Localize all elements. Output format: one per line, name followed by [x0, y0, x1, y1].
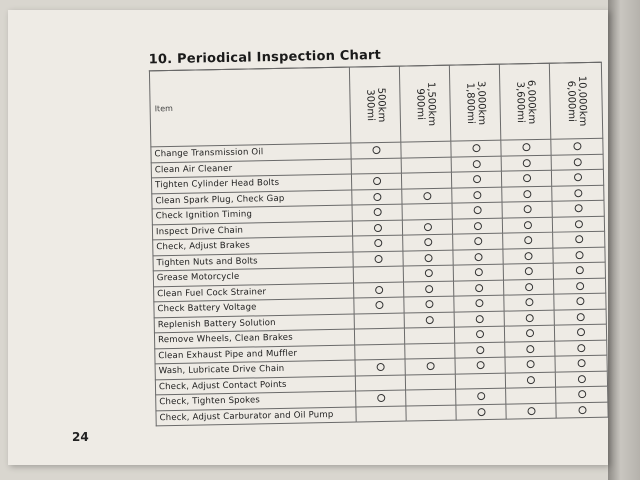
- interval-cell: [552, 216, 604, 232]
- interval-cell: [451, 140, 501, 156]
- interval-cell: [505, 341, 555, 357]
- check-circle-icon: [476, 361, 484, 369]
- check-circle-icon: [524, 236, 532, 244]
- interval-cell: [353, 266, 403, 282]
- inspection-item: Change Transmission Oil: [151, 143, 351, 162]
- interval-cell: [454, 326, 504, 342]
- interval-cell: [556, 386, 608, 402]
- interval-cell: [354, 297, 404, 313]
- interval-cell: [356, 406, 406, 422]
- inspection-item: Wash, Lubricate Drive Chain: [155, 360, 355, 379]
- interval-column-header: [499, 63, 550, 140]
- interval-cell: [352, 189, 402, 205]
- check-circle-icon: [578, 390, 586, 398]
- interval-cell: [355, 344, 405, 360]
- interval-cell: [404, 296, 454, 312]
- interval-km: 1,500km: [424, 81, 437, 126]
- check-circle-icon: [577, 359, 585, 367]
- inspection-item: Tighten Nuts and Bolts: [153, 252, 353, 271]
- interval-cell: [454, 295, 504, 311]
- interval-mi: 300mi: [363, 88, 376, 121]
- interval-cell: [504, 310, 554, 326]
- interval-cell: [403, 265, 453, 281]
- page-number: 24: [72, 430, 89, 444]
- check-circle-icon: [527, 407, 535, 415]
- check-circle-icon: [575, 266, 583, 274]
- inspection-item: Clean Fuel Cock Strainer: [154, 283, 354, 302]
- interval-cell: [556, 402, 608, 418]
- check-circle-icon: [524, 267, 532, 275]
- interval-cell: [404, 281, 454, 297]
- check-circle-icon: [476, 346, 484, 354]
- page-title: 10. Periodical Inspection Chart: [148, 47, 382, 68]
- interval-cell: [402, 203, 452, 219]
- interval-cell: [353, 235, 403, 251]
- interval-cell: [552, 185, 604, 201]
- interval-cell: [355, 359, 405, 375]
- check-circle-icon: [373, 177, 381, 185]
- inspection-item: Clean Spark Plug, Check Gap: [152, 190, 352, 209]
- interval-cell: [554, 324, 606, 340]
- interval-cell: [453, 264, 503, 280]
- check-circle-icon: [375, 286, 383, 294]
- interval-cell: [405, 374, 455, 390]
- interval-cell: [404, 312, 454, 328]
- interval-cell: [451, 156, 501, 172]
- interval-column-header: [399, 65, 450, 142]
- check-circle-icon: [576, 313, 584, 321]
- check-circle-icon: [477, 408, 485, 416]
- interval-km: 3,000km: [474, 80, 487, 125]
- interval-column-header: [549, 62, 602, 139]
- interval-cell: [406, 389, 456, 405]
- check-circle-icon: [424, 238, 432, 246]
- check-circle-icon: [526, 360, 534, 368]
- check-circle-icon: [372, 146, 380, 154]
- interval-cell: [353, 251, 403, 267]
- check-circle-icon: [522, 143, 530, 151]
- interval-cell: [502, 217, 552, 233]
- inspection-item: Grease Motorcycle: [153, 267, 353, 286]
- check-circle-icon: [375, 301, 383, 309]
- interval-cell: [455, 342, 505, 358]
- interval-km: 10,000km: [575, 75, 588, 126]
- interval-cell: [401, 172, 451, 188]
- check-circle-icon: [574, 189, 582, 197]
- check-circle-icon: [525, 329, 533, 337]
- interval-cell: [551, 138, 603, 154]
- check-circle-icon: [576, 328, 584, 336]
- check-circle-icon: [578, 406, 586, 414]
- check-circle-icon: [577, 344, 585, 352]
- check-circle-icon: [577, 375, 585, 383]
- interval-cell: [351, 158, 401, 174]
- interval-cell: [503, 263, 553, 279]
- inspection-item: Check Battery Voltage: [154, 298, 354, 317]
- interval-cell: [451, 171, 501, 187]
- interval-cell: [452, 202, 502, 218]
- inspection-item: Check, Adjust Carburator and Oil Pump: [156, 407, 356, 426]
- check-circle-icon: [374, 239, 382, 247]
- chart-sheet: [66, 14, 613, 424]
- check-circle-icon: [423, 223, 431, 231]
- check-circle-icon: [474, 237, 482, 245]
- interval-cell: [505, 356, 555, 372]
- interval-cell: [506, 387, 556, 403]
- check-circle-icon: [373, 208, 381, 216]
- interval-cell: [354, 328, 404, 344]
- interval-cell: [505, 372, 555, 388]
- check-circle-icon: [522, 159, 530, 167]
- check-circle-icon: [472, 175, 480, 183]
- interval-cell: [356, 390, 406, 406]
- interval-cell: [455, 357, 505, 373]
- check-circle-icon: [474, 268, 482, 276]
- interval-cell: [405, 343, 455, 359]
- interval-cell: [453, 280, 503, 296]
- interval-cell: [406, 405, 456, 421]
- check-circle-icon: [376, 363, 384, 371]
- interval-cell: [553, 231, 605, 247]
- inspection-item: Check, Tighten Spokes: [156, 391, 356, 410]
- check-circle-icon: [374, 255, 382, 263]
- interval-mi: 6,000mi: [564, 80, 577, 122]
- interval-cell: [351, 142, 401, 158]
- interval-mi: 3,600mi: [513, 81, 526, 123]
- interval-cell: [456, 404, 506, 420]
- check-circle-icon: [474, 253, 482, 261]
- inspection-item: Replenish Battery Solution: [154, 314, 354, 333]
- check-circle-icon: [473, 206, 481, 214]
- check-circle-icon: [523, 205, 531, 213]
- check-circle-icon: [472, 160, 480, 168]
- interval-cell: [553, 262, 605, 278]
- interval-cell: [453, 233, 503, 249]
- inspection-item: Remove Wheels, Clean Brakes: [154, 329, 354, 348]
- interval-cell: [553, 247, 605, 263]
- interval-mi: 900mi: [413, 87, 426, 120]
- interval-cell: [554, 293, 606, 309]
- item-column-header: Item: [149, 67, 350, 147]
- interval-mi: 1,800mi: [463, 82, 476, 124]
- interval-cell: [453, 249, 503, 265]
- check-circle-icon: [573, 173, 581, 181]
- check-circle-icon: [426, 362, 434, 370]
- check-circle-icon: [525, 283, 533, 291]
- interval-cell: [555, 340, 607, 356]
- check-circle-icon: [475, 284, 483, 292]
- check-circle-icon: [523, 221, 531, 229]
- check-circle-icon: [373, 224, 381, 232]
- check-circle-icon: [473, 222, 481, 230]
- check-circle-icon: [574, 204, 582, 212]
- interval-cell: [501, 170, 551, 186]
- interval-cell: [553, 278, 605, 294]
- interval-cell: [504, 325, 554, 341]
- check-circle-icon: [575, 251, 583, 259]
- book-spine: [608, 0, 640, 480]
- interval-km: 500km: [374, 87, 387, 122]
- interval-cell: [354, 313, 404, 329]
- interval-cell: [502, 186, 552, 202]
- check-circle-icon: [522, 174, 530, 182]
- interval-cell: [402, 188, 452, 204]
- interval-cell: [555, 355, 607, 371]
- interval-cell: [403, 234, 453, 250]
- interval-cell: [404, 327, 454, 343]
- inspection-item: Inspect Drive Chain: [152, 221, 352, 240]
- interval-cell: [501, 155, 551, 171]
- interval-cell: [351, 173, 401, 189]
- check-circle-icon: [423, 192, 431, 200]
- check-circle-icon: [526, 345, 534, 353]
- interval-cell: [401, 141, 451, 157]
- check-circle-icon: [525, 314, 533, 322]
- interval-cell: [552, 200, 604, 216]
- check-circle-icon: [425, 285, 433, 293]
- check-circle-icon: [373, 193, 381, 201]
- interval-cell: [456, 388, 506, 404]
- interval-cell: [502, 201, 552, 217]
- check-circle-icon: [475, 315, 483, 323]
- check-circle-icon: [523, 190, 531, 198]
- inspection-item: Tighten Cylinder Head Bolts: [151, 174, 351, 193]
- interval-cell: [354, 282, 404, 298]
- interval-cell: [506, 403, 556, 419]
- table-body: [151, 138, 608, 426]
- check-circle-icon: [575, 235, 583, 243]
- interval-cell: [405, 358, 455, 374]
- check-circle-icon: [573, 158, 581, 166]
- inspection-item: Check, Adjust Brakes: [153, 236, 353, 255]
- interval-cell: [551, 169, 603, 185]
- interval-column-header: [449, 64, 500, 141]
- check-circle-icon: [526, 376, 534, 384]
- interval-cell: [504, 294, 554, 310]
- check-circle-icon: [573, 142, 581, 150]
- interval-cell: [455, 373, 505, 389]
- check-circle-icon: [377, 394, 385, 402]
- check-circle-icon: [473, 191, 481, 199]
- inspection-item: Check Ignition Timing: [152, 205, 352, 224]
- interval-cell: [352, 204, 402, 220]
- check-circle-icon: [475, 330, 483, 338]
- interval-km: 6,000km: [524, 79, 537, 124]
- manual-page: [8, 10, 608, 465]
- interval-cell: [503, 279, 553, 295]
- interval-cell: [355, 375, 405, 391]
- interval-cell: [551, 154, 603, 170]
- interval-cell: [501, 139, 551, 155]
- interval-cell: [403, 250, 453, 266]
- check-circle-icon: [524, 252, 532, 260]
- inspection-item: Clean Exhaust Pipe and Muffler: [155, 345, 355, 364]
- check-circle-icon: [425, 316, 433, 324]
- check-circle-icon: [477, 392, 485, 400]
- interval-cell: [554, 309, 606, 325]
- interval-cell: [454, 311, 504, 327]
- interval-cell: [402, 219, 452, 235]
- interval-cell: [555, 371, 607, 387]
- inspection-item: Clean Air Cleaner: [151, 159, 351, 178]
- check-circle-icon: [425, 300, 433, 308]
- check-circle-icon: [424, 269, 432, 277]
- interval-cell: [503, 248, 553, 264]
- interval-column-header: [349, 66, 400, 143]
- check-circle-icon: [475, 299, 483, 307]
- interval-cell: [452, 218, 502, 234]
- interval-cell: [452, 187, 502, 203]
- table-header-row: [149, 62, 602, 147]
- inspection-chart-table: [149, 62, 609, 427]
- check-circle-icon: [576, 282, 584, 290]
- interval-cell: [401, 157, 451, 173]
- interval-cell: [352, 220, 402, 236]
- check-circle-icon: [472, 144, 480, 152]
- check-circle-icon: [576, 297, 584, 305]
- check-circle-icon: [525, 298, 533, 306]
- interval-cell: [503, 232, 553, 248]
- check-circle-icon: [424, 254, 432, 262]
- inspection-item: Check, Adjust Contact Points: [155, 376, 355, 395]
- check-circle-icon: [574, 220, 582, 228]
